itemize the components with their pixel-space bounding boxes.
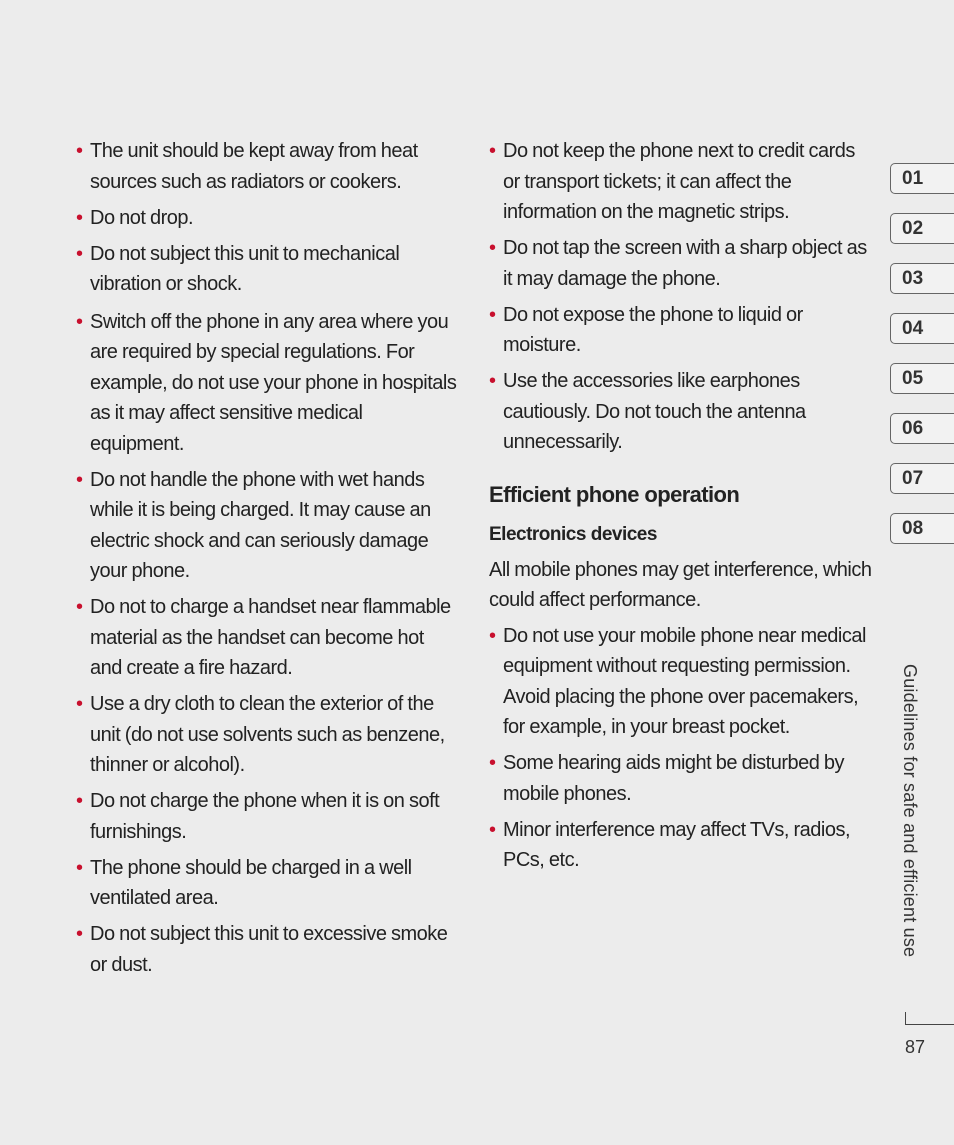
bullet-icon: • — [76, 310, 83, 333]
list-item — [76, 465, 460, 587]
list-item-text: Do not keep the phone next to credit cards or transport tickets; it can affect the information on the magnetic strips. — [503, 140, 855, 223]
list-item — [76, 853, 460, 914]
chapter-tab-04[interactable]: 04 — [890, 313, 954, 344]
chapter-tab-bar — [890, 163, 954, 563]
left-column — [76, 136, 460, 986]
list-item-text: Do not tap the screen with a sharp object as it may damage the phone. — [503, 237, 867, 290]
electronics-bullet-list — [489, 621, 874, 876]
list-item-text: Do not drop. — [90, 206, 194, 229]
list-item — [489, 300, 874, 361]
list-item — [76, 689, 460, 781]
list-item-text: Do not subject this unit to excessive smoke or dust. — [90, 923, 448, 976]
bullet-icon: • — [76, 856, 83, 879]
list-item — [489, 815, 874, 876]
list-item-text: Do not to charge a handset near flammable material as the handset can become hot and create a fire hazard. — [90, 596, 451, 679]
list-item-text: The phone should be charged in a well ventilated area. — [90, 856, 412, 909]
list-item-text: Do not use your mobile phone near medical equipment without requesting permission. Avoid placing the phone over pacemakers, for example, in your breast pocket. — [503, 624, 866, 738]
list-item-text: The unit should be kept away from heat sources such as radiators or cookers. — [90, 140, 418, 193]
chapter-label: Guidelines for safe and efficient use — [900, 664, 920, 958]
bullet-icon: • — [489, 752, 496, 774]
list-item-text: Use the accessories like earphones cautiously. Do not touch the antenna unnecessarily. — [503, 370, 806, 453]
chapter-tab-02[interactable]: 02 — [890, 213, 954, 244]
list-item — [76, 203, 460, 234]
list-item-text: Do not expose the phone to liquid or moisture. — [503, 303, 803, 356]
bullet-icon: • — [76, 596, 83, 618]
bullet-icon: • — [76, 693, 83, 715]
list-item — [76, 136, 460, 197]
chapter-tab-01[interactable]: 01 — [890, 163, 954, 194]
bullet-icon: • — [489, 140, 496, 162]
list-item — [76, 919, 460, 980]
chapter-tab-05[interactable]: 05 — [890, 363, 954, 394]
list-item — [76, 786, 460, 847]
right-column — [489, 136, 874, 881]
chapter-tab-08[interactable]: 08 — [890, 513, 954, 544]
list-item — [489, 233, 874, 294]
chapter-tab-03[interactable]: 03 — [890, 263, 954, 294]
list-item — [76, 307, 460, 460]
list-item-text: Some hearing aids might be disturbed by mobile phones. — [503, 752, 845, 805]
bullet-icon: • — [76, 140, 83, 162]
section-heading: Efficient phone operation — [489, 481, 740, 507]
list-item — [489, 621, 874, 743]
bullet-icon: • — [76, 206, 83, 229]
list-item-text: Use a dry cloth to clean the exterior of the unit (do not use solvents such as benzene, thinner or alcohol). — [90, 693, 445, 776]
list-item-text: Minor interference may affect TVs, radios, PCs, etc. — [503, 818, 851, 871]
bullet-icon: • — [76, 790, 83, 812]
list-item-text: Do not handle the phone with wet hands while it is being charged. It may cause an electric shock and can seriously damage your phone. — [90, 468, 431, 582]
bullet-icon: • — [489, 303, 496, 326]
list-item — [489, 136, 874, 228]
bullet-icon: • — [489, 370, 496, 392]
chapter-tab-07[interactable]: 07 — [890, 463, 954, 494]
list-item — [76, 592, 460, 684]
list-item — [489, 748, 874, 809]
list-item-text: Do not subject this unit to mechanical vibration or shock. — [90, 242, 400, 295]
footer-divider — [905, 1024, 954, 1025]
page-number: 87 — [905, 1037, 926, 1057]
bullet-icon: • — [76, 468, 83, 491]
bullet-icon: • — [76, 242, 83, 265]
safety-bullet-list — [76, 136, 460, 980]
bullet-icon: • — [76, 923, 83, 945]
bullet-icon: • — [489, 624, 496, 647]
bullet-icon: • — [489, 818, 496, 841]
list-item — [76, 239, 460, 300]
phone-care-bullet-list — [489, 136, 874, 458]
list-item — [489, 366, 874, 458]
chapter-tab-06[interactable]: 06 — [890, 413, 954, 444]
subsection-heading: Electronics devices — [489, 523, 657, 545]
list-item-text: Switch off the phone in any area where you are required by special regulations. For example, do not use your phone in hospitals as it may affect sensitive medical equipment. — [90, 310, 457, 455]
list-item-text: Do not charge the phone when it is on soft furnishings. — [90, 790, 440, 843]
bullet-icon: • — [489, 237, 496, 259]
intro-paragraph: All mobile phones may get interference, which could affect performance. — [489, 558, 872, 611]
